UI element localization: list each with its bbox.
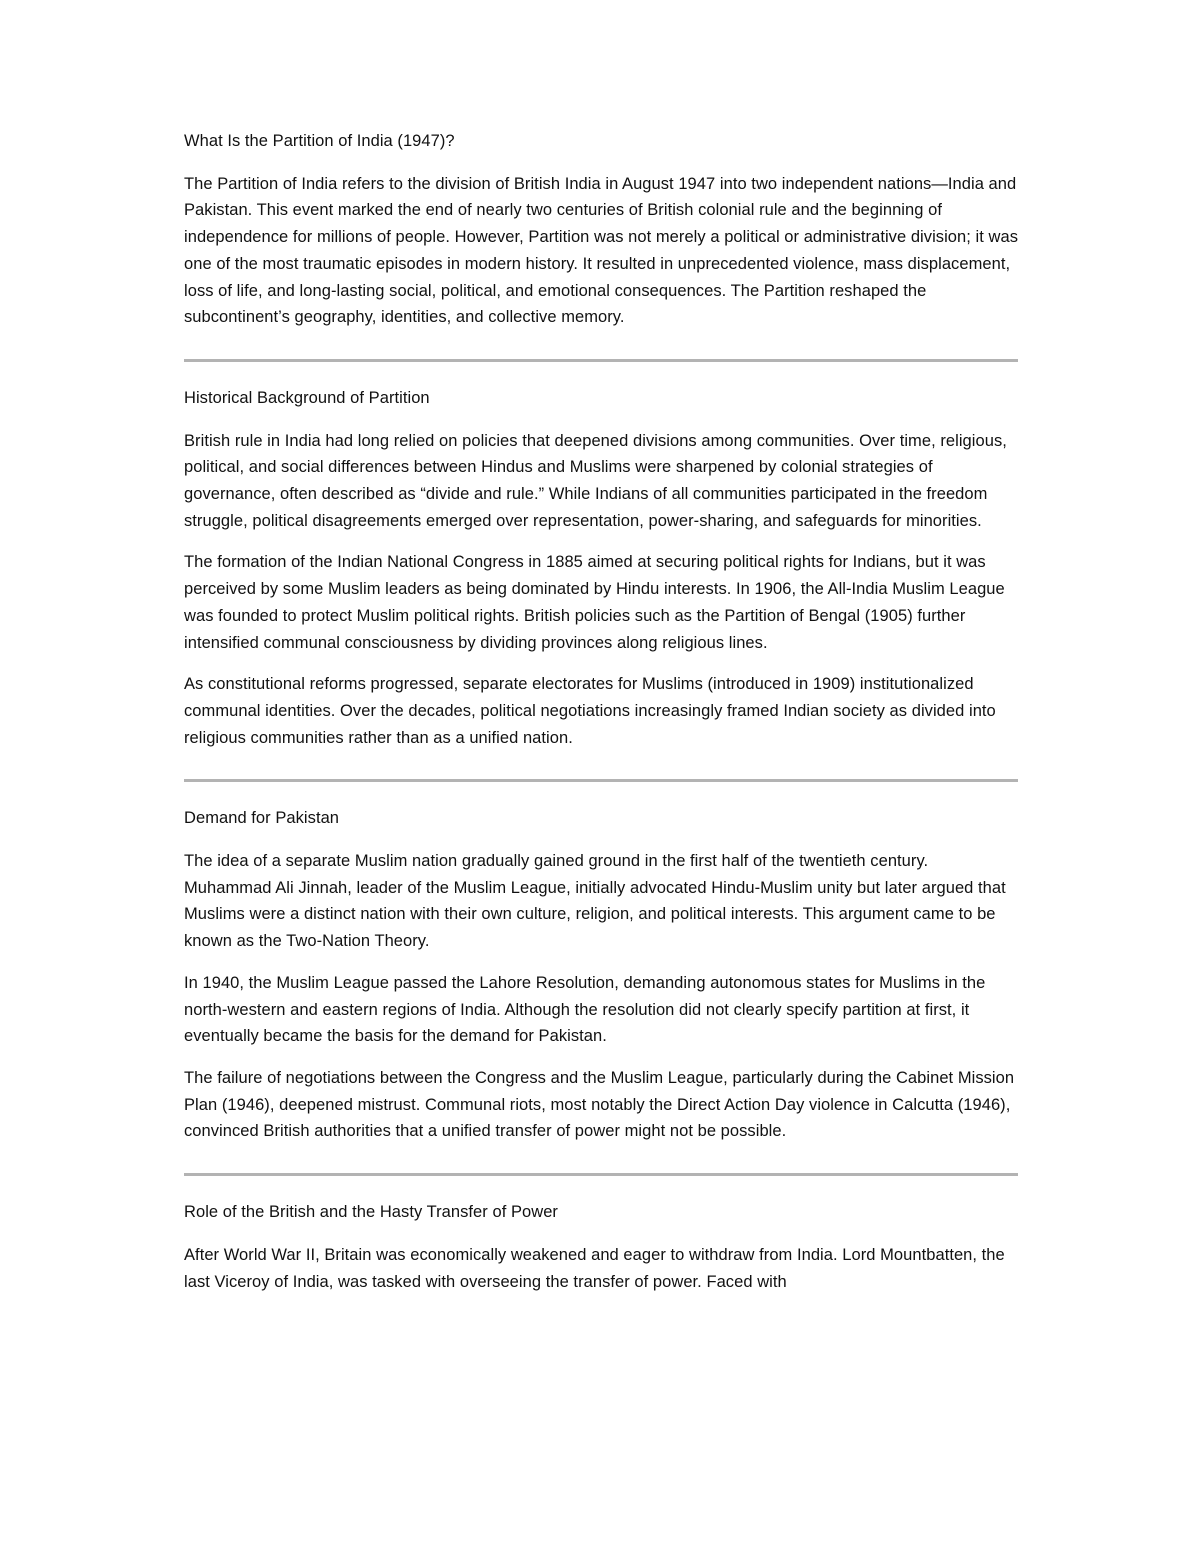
paragraph: The failure of negotiations between the Congress and the Muslim League, particularly during the Cabinet Mission Plan (1946), deepened mistrust. Communal riots, most notably the Direct Action Day violence in Calcutta (1946), convinced British authorities that a unified transfer of power might not be possible. <box>184 1068 1015 1141</box>
section-historical-background <box>184 385 1018 751</box>
section-partition-definition <box>184 128 1018 331</box>
section-heading: What Is the Partition of India (1947)? <box>184 132 455 150</box>
paragraph: As constitutional reforms progressed, separate electorates for Muslims (introduced in 1909) institutionalized communal identities. Over the decades, political negotiations increasingly framed Indian society as divided into religious communities rather than as a unified nation. <box>184 675 996 747</box>
document-page <box>184 128 1018 1310</box>
section-heading: Demand for Pakistan <box>184 809 340 828</box>
paragraph: In 1940, the Muslim League passed the Lahore Resolution, demanding autonomous states for Muslims in the north-western and eastern regions of India. Although the resolution did not clearly specify partition at first, it eventually became the basis for the demand for Pakistan. <box>184 973 986 1046</box>
horizontal-divider <box>184 1173 1018 1176</box>
paragraph: The Partition of India refers to the division of British India in August 1947 into two independent nations—India and Pakistan. This event marked the end of nearly two centuries of British colonial rule and the beginning of independence for millions of people. However, Partition was not merely a political or administrative division; it was one of the most traumatic episodes in modern history. It resulted in unprecedented violence, mass displacement, loss of life, and long-lasting social, political, and emotional consequences. The Partition reshaped the subcontinent’s geography, identities, and collective memory. <box>184 174 1018 327</box>
section-heading: Role of the British and the Hasty Transfer of Power <box>184 1203 558 1222</box>
paragraph: The idea of a separate Muslim nation gradually gained ground in the first half of the twentieth century. Muhammad Ali Jinnah, leader of the Muslim League, initially advocated Hindu-Muslim unity but later argued that Muslims were a distinct nation with their own culture, religion, and political interests. This argument came to be known as the Two-Nation Theory. <box>184 852 1006 951</box>
horizontal-divider <box>184 779 1018 782</box>
horizontal-divider <box>184 359 1018 362</box>
paragraph: After World War II, Britain was economically weakened and eager to withdraw from India. Lord Mountbatten, the last Viceroy of India, was tasked with overseeing the transfer of power. Faced with <box>184 1245 1005 1291</box>
section-heading: Historical Background of Partition <box>184 388 430 407</box>
paragraph: British rule in India had long relied on policies that deepened divisions among communities. Over time, religious, political, and social differences between Hindus and Muslims were sharpened by colonial strategies of governance, often described as “divide and rule.” While Indians of all communities participated in the freedom struggle, political disagreements emerged over representation, power-sharing, and safeguards for minorities. <box>184 431 1007 530</box>
paragraph: The formation of the Indian National Congress in 1885 aimed at securing political rights for Indians, but it was perceived by some Muslim leaders as being dominated by Hindu interests. In 1906, the All-India Muslim League was founded to protect Muslim political rights. British policies such as the Partition of Bengal (1905) further intensified communal consciousness by dividing provinces along religious lines. <box>184 553 1005 652</box>
section-demand-for-pakistan <box>184 805 1018 1145</box>
section-role-of-british <box>184 1199 1018 1295</box>
